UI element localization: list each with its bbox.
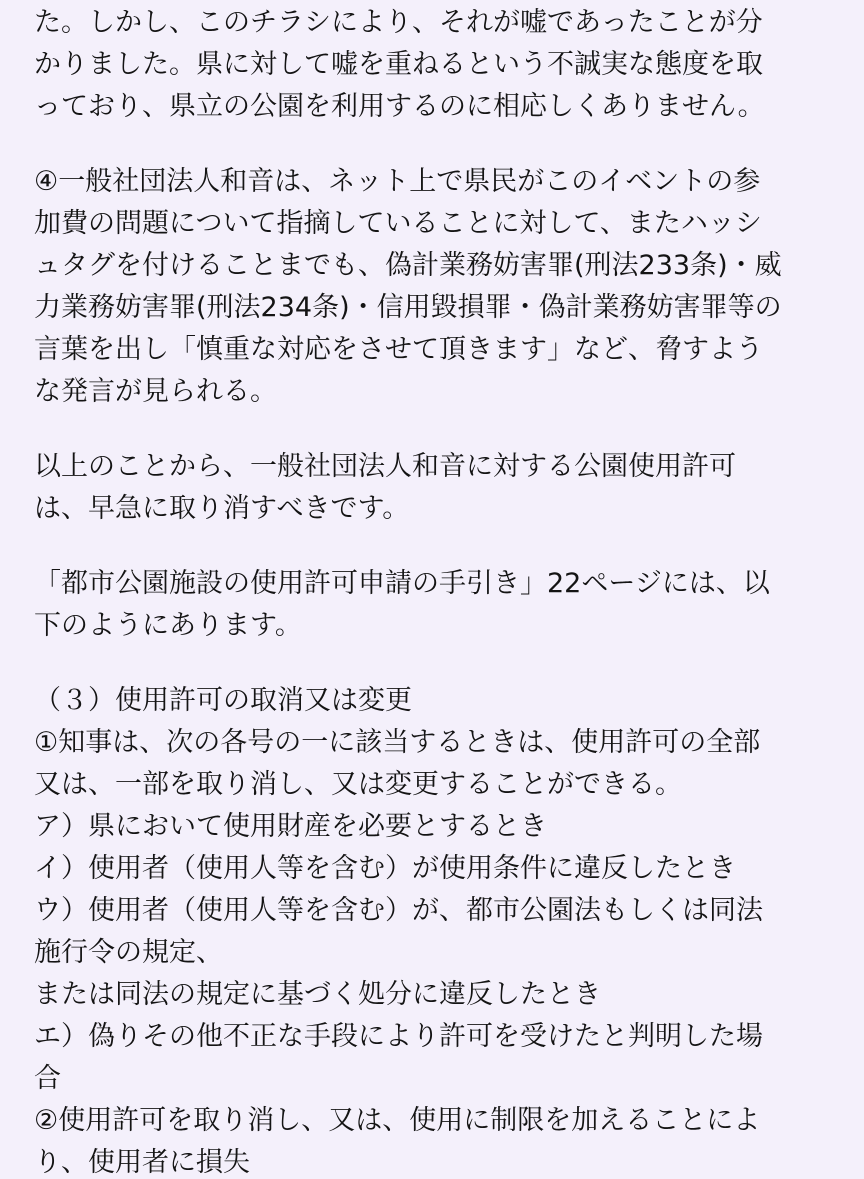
list-item: エ）偽りその他不正な手段により許可を受けたと判明した場 [34,1021,763,1052]
text-line: 以上のことから、一般社団法人和音に対する公園使用許可 [34,451,736,482]
text-line: 又は、一部を取り消し、又は変更することができる。 [34,769,682,800]
text-line: かりました。県に対して嘘を重ねるという不誠実な態度を取 [34,49,763,80]
list-item: ア）県において使用財産を必要とするとき [34,811,547,842]
text-line: り、使用者に損失 [34,1147,250,1178]
text-line: た。しかし、このチラシにより、それが嘘であったことが分 [34,7,763,38]
text-line: 下のようにあります。 [34,610,302,641]
text-line: ュタグを付けることまでも、偽計業務妨害罪(刑法233条)・威 [34,250,782,281]
text-line: っており、県立の公園を利用するのに相応しくありません。 [34,91,765,122]
text-line: 「都市公園施設の使用許可申請の手引き」22ページには、以 [34,568,770,599]
list-item: イ）使用者（使用人等を含む）が使用条件に違反したとき [34,853,736,884]
text-line: は、早急に取り消すべきです。 [34,493,410,524]
text-line: な発言が見られる。 [34,376,277,407]
text-line: 加費の問題について指摘していることに対して、またハッシ [34,208,762,239]
text-line: 力業務妨害罪(刑法234条)・信用毀損罪・偽計業務妨害罪等の [34,292,782,323]
text-line: 施行令の規定、 [34,937,223,968]
text-line: 合 [34,1063,61,1094]
text-line: ②使用許可を取り消し、又は、使用に制限を加えることによ [34,1105,761,1136]
text-line: 言葉を出し「慎重な対応をさせて頂きます」など、脅すよう [34,334,763,365]
text-line: または同法の規定に基づく処分に違反したとき [34,979,601,1010]
text-line: ④一般社団法人和音は、ネット上で県民がこのイベントの参 [34,166,761,197]
text-line: ①知事は、次の各号の一に該当するときは、使用許可の全部 [34,727,761,758]
list-item: ウ）使用者（使用人等を含む）が、都市公園法もしくは同法 [34,895,763,926]
section-heading: （３）使用許可の取消又は変更 [34,685,412,716]
